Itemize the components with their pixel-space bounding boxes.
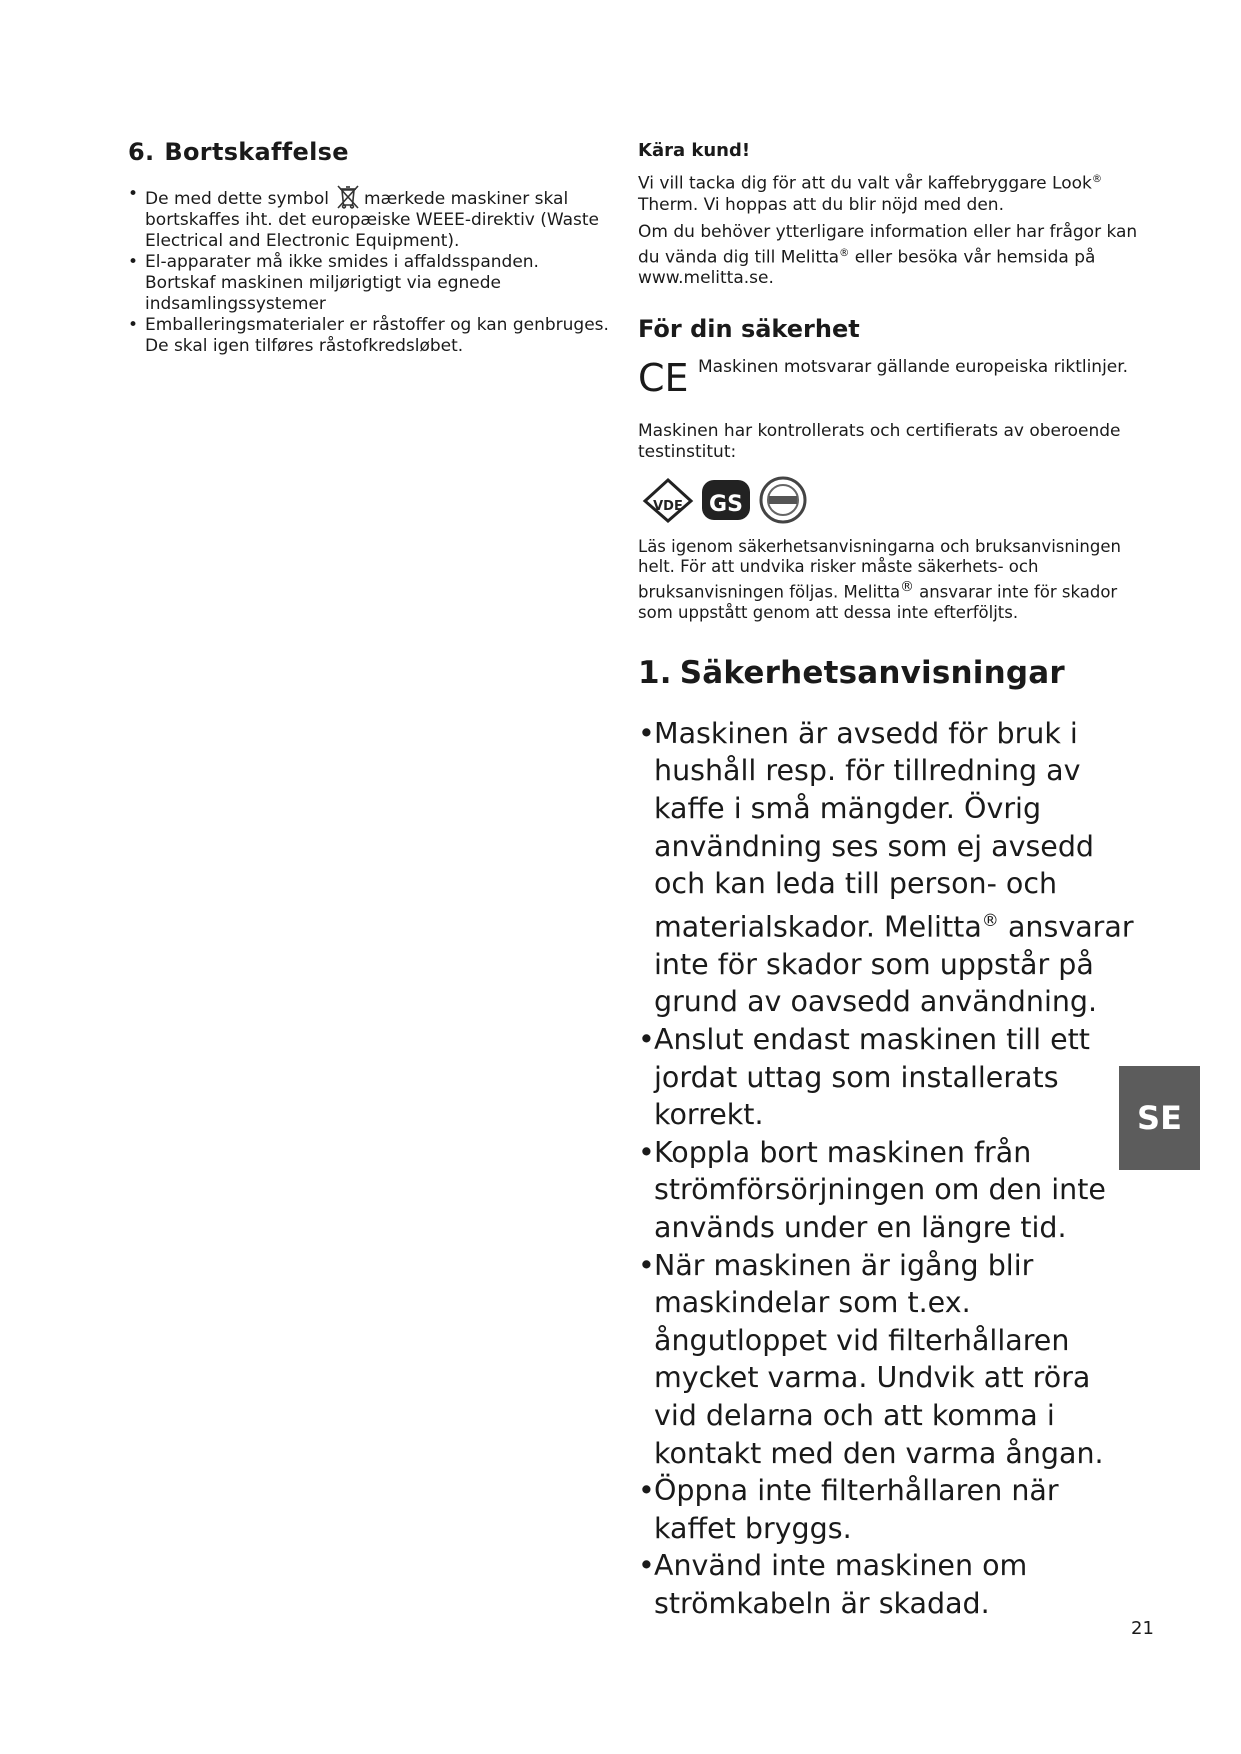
list-item (128, 252, 613, 315)
bullet-text: De med dette symbol (145, 189, 330, 209)
text: eller besöka vår hemsida på www.melitta.se. (638, 247, 1096, 289)
text: Läs igenom säkerhetsanvisningarna och bruksanvisningen helt. För att undvika risker måste säkerhets- och bruksanvisningen följas. Melitta (638, 537, 1121, 602)
right-column (638, 140, 1138, 1623)
list-item (638, 1547, 1138, 1622)
ce-mark-icon (638, 357, 690, 397)
text: Vi vill tacka dig för att du valt vår kaffebryggare Look (638, 173, 1092, 194)
section-number: 6. (128, 138, 155, 166)
vde-logo-text: VDE (653, 499, 683, 515)
gs-logo-text: GS (709, 492, 743, 518)
intro-paragraph-1 (638, 169, 1138, 216)
registered-mark: ® (839, 247, 850, 259)
bullet-text: Anslut endast maskinen till ett jordat uttag som installerats korrekt. (654, 1023, 1090, 1132)
registered-mark: ® (981, 910, 999, 931)
bullet-text: Koppla bort maskinen från strömförsörjningen om den inte används under en längre tid. (654, 1135, 1106, 1245)
bullet-text: När maskinen är igång blir maskindelar som t.ex. ångutloppet vid filterhållaren mycket varma. Undvik att röra vid delarna och att komma i kontakt med den varma ångan. (654, 1248, 1104, 1470)
test-seal-icon (758, 475, 808, 525)
registered-mark: ® (900, 579, 914, 596)
section-title: Bortskaffelse (164, 138, 349, 166)
bullet-text: El-apparater må ikke smides i affaldsspanden. Bortskaf maskinen miljørigtigt via egnede indsamlingssystemer (145, 252, 539, 314)
greeting-heading: Kära kund! (638, 140, 751, 161)
vde-logo-icon (642, 477, 694, 523)
bullet-text: Maskinen är avsedd för bruk i hushåll resp. för tillredning av kaffe i små mängder. Övrig användning ses som ej avsedd och kan leda till person- och materialskador. Melitta (654, 716, 1095, 944)
bullet-text: mærkede maskiner skal bortskaffes iht. det europæiske WEEE-direktiv (Waste Electrical and Electronic Equipment). (145, 189, 600, 251)
page-number: 21 (1131, 1618, 1154, 1639)
registered-mark: ® (1091, 174, 1103, 185)
list-item (638, 1134, 1138, 1247)
language-tab: SE (1119, 1066, 1200, 1170)
safety-instructions-list (638, 715, 1138, 1623)
list-item (638, 1247, 1138, 1473)
main-heading (638, 655, 1138, 691)
bullet-text: Använd inte maskinen om strömkabeln är skadad. (654, 1549, 1028, 1620)
bullet-text: ansvarar inte för skador som uppstår på grund av oavsedd användning. (654, 910, 1134, 1019)
text: Om du behöver ytterligare information eller har frågor kan du vända dig till Melitta (638, 221, 1138, 268)
disposal-list (128, 184, 613, 357)
safety-heading: För din säkerhet (638, 315, 860, 344)
ce-text: Maskinen motsvarar gällande europeiska riktlinjer. (698, 357, 1129, 378)
bullet-text: Öppna inte filterhållaren när kaffet bryggs. (654, 1474, 1059, 1545)
ce-block (638, 357, 1138, 397)
weee-bin-icon (333, 184, 363, 210)
section-heading-disposal (128, 138, 613, 166)
list-item (128, 315, 613, 357)
list-item (638, 1472, 1138, 1547)
text: ansvarar inte för skador som uppstått genom att dessa inte efterföljts. (638, 582, 1118, 622)
bullet-text: Emballeringsmaterialer er råstoffer og kan genbruges. De skal igen tilføres råstofkredsløbet. (145, 315, 609, 356)
ce-logo-text: CE (638, 357, 689, 398)
list-item (128, 184, 613, 252)
list-item (638, 715, 1138, 1021)
text: Therm. Vi hoppas att du blir nöjd med den. (638, 194, 1004, 215)
left-column (128, 138, 613, 357)
intro-paragraph-2 (638, 222, 1138, 290)
certification-logos (642, 475, 1138, 525)
read-instructions-text (638, 537, 1138, 623)
gs-logo-icon (700, 477, 752, 523)
certified-text: Maskinen har kontrollerats och certifierats av oberoende testinstitut: (638, 421, 1121, 463)
section-title: Säkerhetsanvisningar (679, 654, 1065, 691)
list-item (638, 1021, 1138, 1134)
section-number: 1. (638, 654, 672, 691)
